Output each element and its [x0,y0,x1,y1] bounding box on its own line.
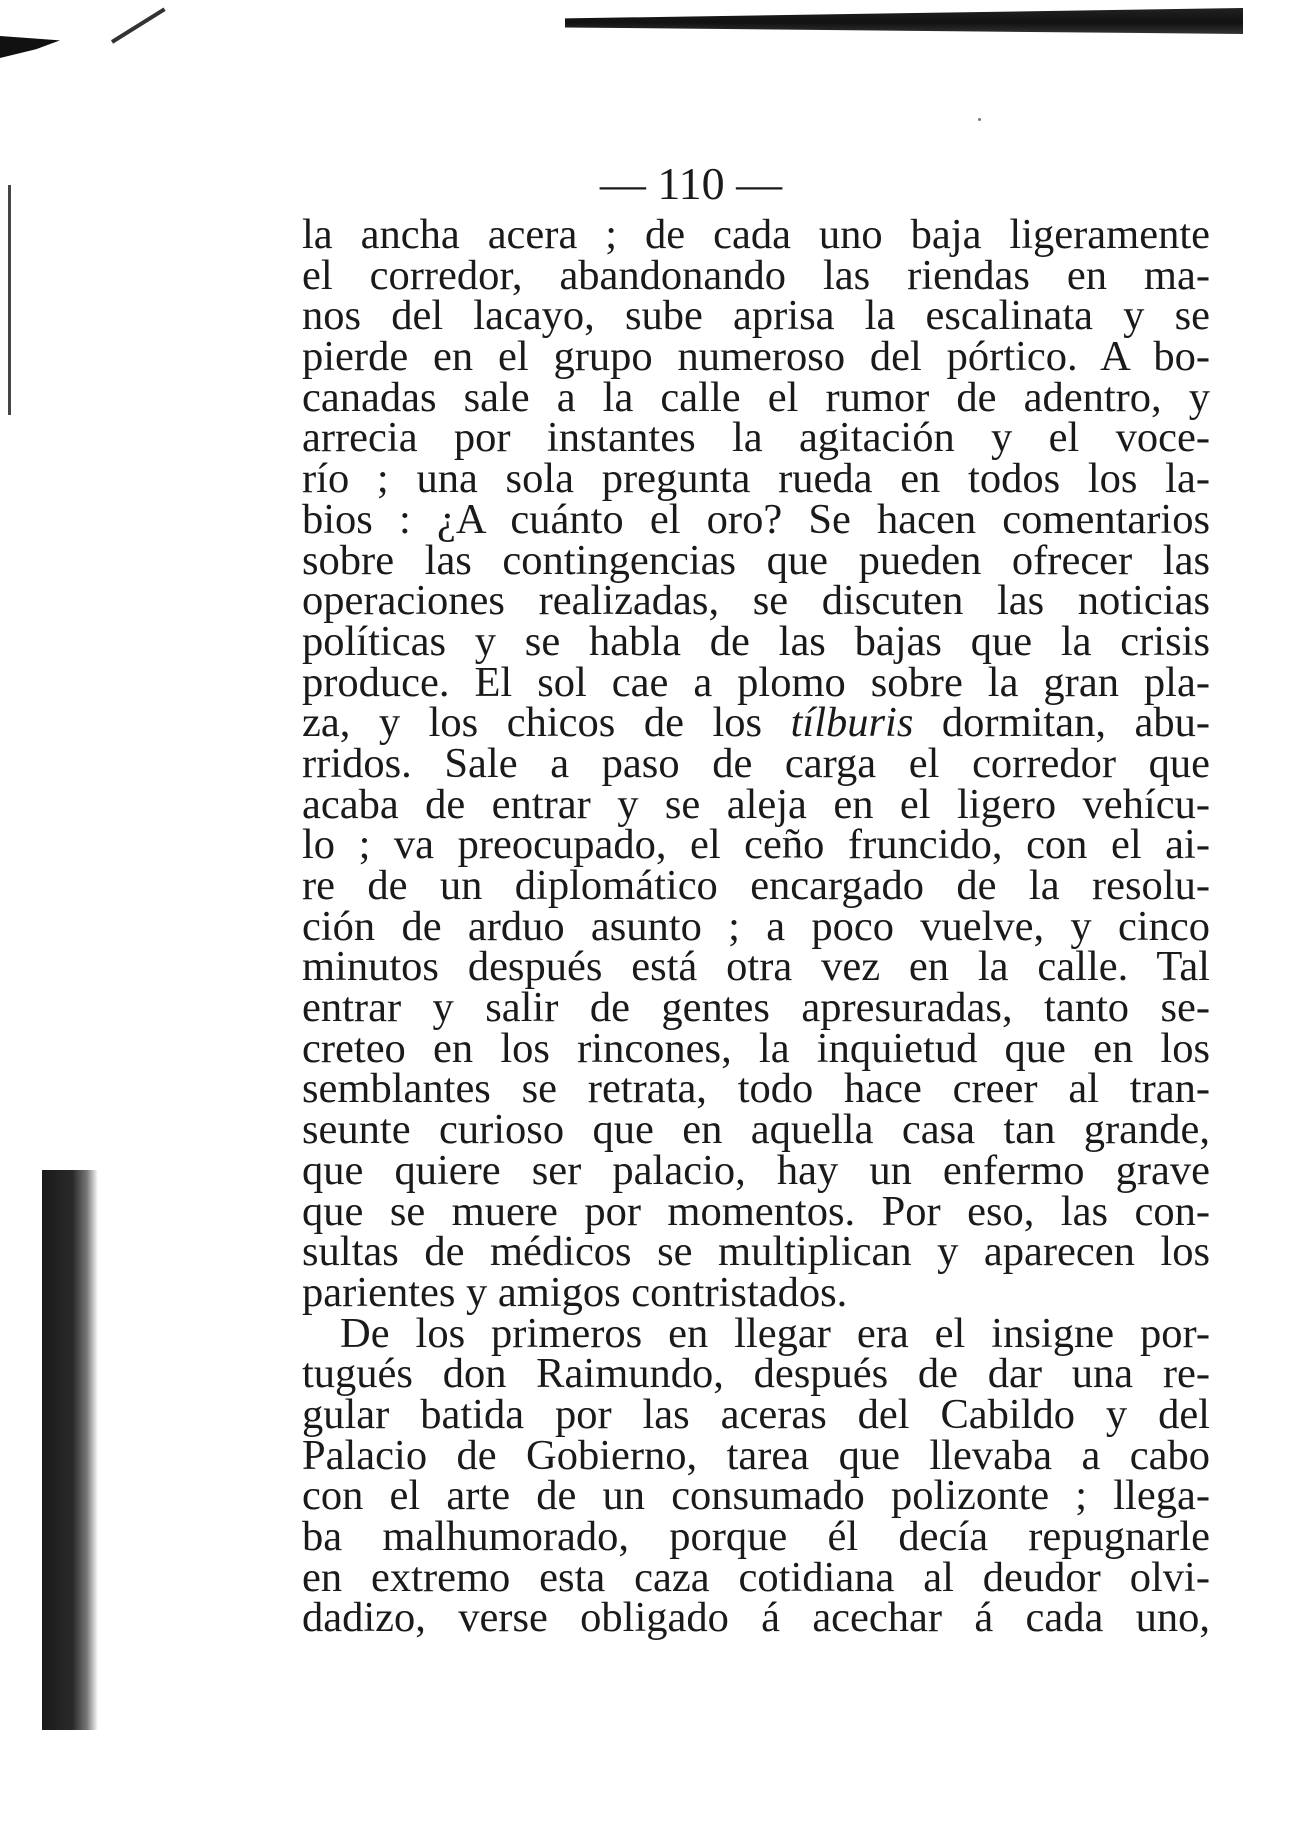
text-line: río ; una sola pregunta rueda en todos los la- [302,455,1210,503]
text-line: en extremo esta caza cotidiana al deudor olvi- [302,1553,1210,1601]
text-line: operaciones realizadas, se discuten las noticias [302,577,1210,625]
text-line: minutos después está otra vez en la calle. Tal [302,943,1210,991]
paragraph-start-line: De los primeros en llegar era el insigne por- [340,1309,1210,1357]
scan-speck [978,118,981,121]
text-line: ba malhumorado, porque él decía repugnarle [302,1513,1210,1560]
text-line: creteo en los rincones, la inquietud que en los [302,1024,1210,1072]
page-number: — 110 — [599,158,783,209]
text-line: za, y los chicos de los tílburis dormitan, abu- [302,699,1210,747]
text-line: sultas de médicos se multiplican y aparecen los [302,1228,1210,1276]
text-line: produce. El sol cae a plomo sobre la gran pla- [302,658,1210,706]
text-line: semblantes se retrata, todo hace creer al tran- [302,1065,1210,1113]
text-line: arrecia por instantes la agitación y el voce- [302,414,1210,462]
text-line: nos del lacayo, sube aprisa la escalinata y se [302,292,1210,340]
text-line: tugués don Raimundo, después de dar una re- [302,1350,1210,1398]
text-line: Palacio de Gobierno, tarea que llevaba a cabo [302,1431,1210,1479]
text-line: políticas y se habla de las bajas que la crisis [302,617,1210,665]
text-line: entrar y salir de gentes apresuradas, tanto se- [302,984,1210,1032]
text-line: dadizo, verse obligado á acechar á cada uno, [302,1594,1210,1642]
text-line: el corredor, abandonando las riendas en ma- [302,251,1210,299]
paragraph-end-line: parientes y amigos contristados. [302,1268,848,1316]
scan-corner-mark [0,36,60,58]
text-line: ción de arduo asunto ; a poco vuelve, y cinco [302,902,1210,950]
scan-left-edge-line [8,185,11,415]
text-line: la ancha acera ; de cada uno baja ligeramente [302,211,1210,258]
text-line: sobre las contingencias que pueden ofrecer las [302,536,1210,584]
text-line: pierde en el grupo numeroso del pórtico. A bo- [302,333,1210,381]
text-line: bios : ¿A cuánto el oro? Se hacen comentarios [302,495,1210,543]
body-text [302,211,1210,1642]
text-line: lo ; va preocupado, el ceño fruncido, con el ai- [302,821,1210,869]
text-line: rridos. Sale a paso de carga el corredor que [302,739,1210,787]
italic-word: tílburis [790,699,914,747]
text-line: seunte curioso que en aquella casa tan grande, [302,1106,1210,1154]
text-line: re de un diplomático encargado de la resolu- [302,862,1210,909]
scan-binding-edge [42,1170,98,1730]
text-line: gular batida por las aceras del Cabildo y del [302,1390,1210,1438]
text-line: que quiere ser palacio, hay un enfermo grave [302,1146,1210,1194]
text-line: con el arte de un consumado polizonte ; llega- [302,1472,1210,1520]
scan-pen-stroke [111,7,166,43]
text-line: acaba de entrar y se aleja en el ligero vehícu- [302,780,1210,828]
text-line: canadas sale a la calle el rumor de adentro, y [302,373,1210,421]
scan-top-bar [565,8,1243,34]
text-line: que se muere por momentos. Por eso, las con- [302,1187,1210,1235]
